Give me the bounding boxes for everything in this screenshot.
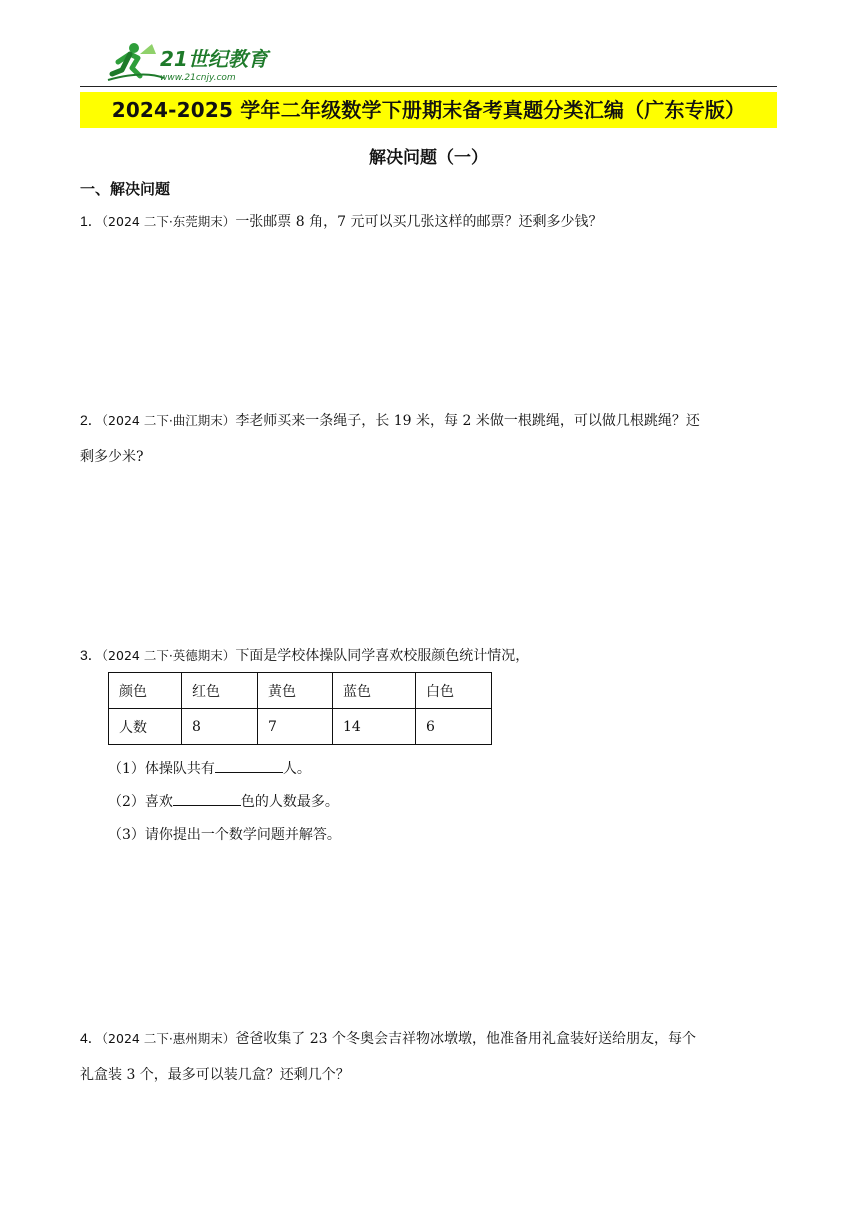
table-cell: 人数 [109,709,182,745]
table-row [109,709,492,745]
table-cell: 8 [182,709,258,745]
question-4 [80,1020,777,1093]
table-header-cell: 红色 [182,673,258,709]
table-cell: 6 [416,709,492,745]
question-number: 3． [80,647,102,663]
question-text-continued: 剩多少米? [80,449,144,465]
question-text: 李老师买来一条绳子，长 19 米，每 2 米做一根跳绳，可以做几根跳绳？还 [235,413,700,429]
question-source: （2024 二下·惠州期末） [101,1031,236,1046]
question-text: 一张邮票 8 角，7 元可以买几张这样的邮票？还剩多少钱？ [235,214,603,230]
question-text-continued: 礼盒装 3 个，最多可以装几盒？还剩几个？ [80,1067,350,1083]
header-divider [80,86,777,87]
answer-blank[interactable] [173,791,241,806]
question-number: 1． [80,213,102,229]
document-title: 2024-2025 学年二年级数学下册期末备考真题分类汇编（广东专版） [80,92,777,128]
logo-url: www.21cnjy.com [160,73,236,83]
color-statistics-table [108,672,492,745]
subquestion-text: （1）体操队共有 [108,761,215,777]
question-text: 爸爸收集了 23 个冬奥会吉祥物冰墩墩，他准备用礼盒装好送给朋友，每个 [235,1031,697,1047]
question-source: （2024 二下·曲江期末） [101,413,236,428]
question-source: （2024 二下·东莞期末） [101,214,236,229]
logo [104,40,279,84]
question-1 [80,203,777,240]
table-cell: 7 [258,709,333,745]
section-heading: 一、解决问题 [80,180,171,198]
table-header-cell: 白色 [416,673,492,709]
question-text: 下面是学校体操队同学喜欢校服颜色统计情况， [235,648,530,664]
subquestion-text: （3）请你提出一个数学问题并解答。 [108,827,341,843]
table-row [109,673,492,709]
subquestion-1 [108,758,311,778]
question-number: 2． [80,412,102,428]
table-header-cell: 颜色 [109,673,182,709]
table-header-cell: 黄色 [258,673,333,709]
subquestion-text: 人。 [282,761,311,777]
question-2 [80,402,777,475]
subquestion-3 [108,824,341,844]
answer-blank[interactable] [215,758,283,773]
logo-text: 21世纪教育 [160,47,268,71]
runner-icon [108,43,164,80]
document-subtitle: 解决问题（一） [369,148,488,168]
subquestion-2 [108,791,339,811]
table-cell: 14 [333,709,416,745]
question-3 [80,637,777,674]
subquestion-text: 色的人数最多。 [240,794,339,810]
subquestion-text: （2）喜欢 [108,794,173,810]
question-source: （2024 二下·英德期末） [101,648,236,663]
table-header-cell: 蓝色 [333,673,416,709]
question-number: 4． [80,1030,102,1046]
